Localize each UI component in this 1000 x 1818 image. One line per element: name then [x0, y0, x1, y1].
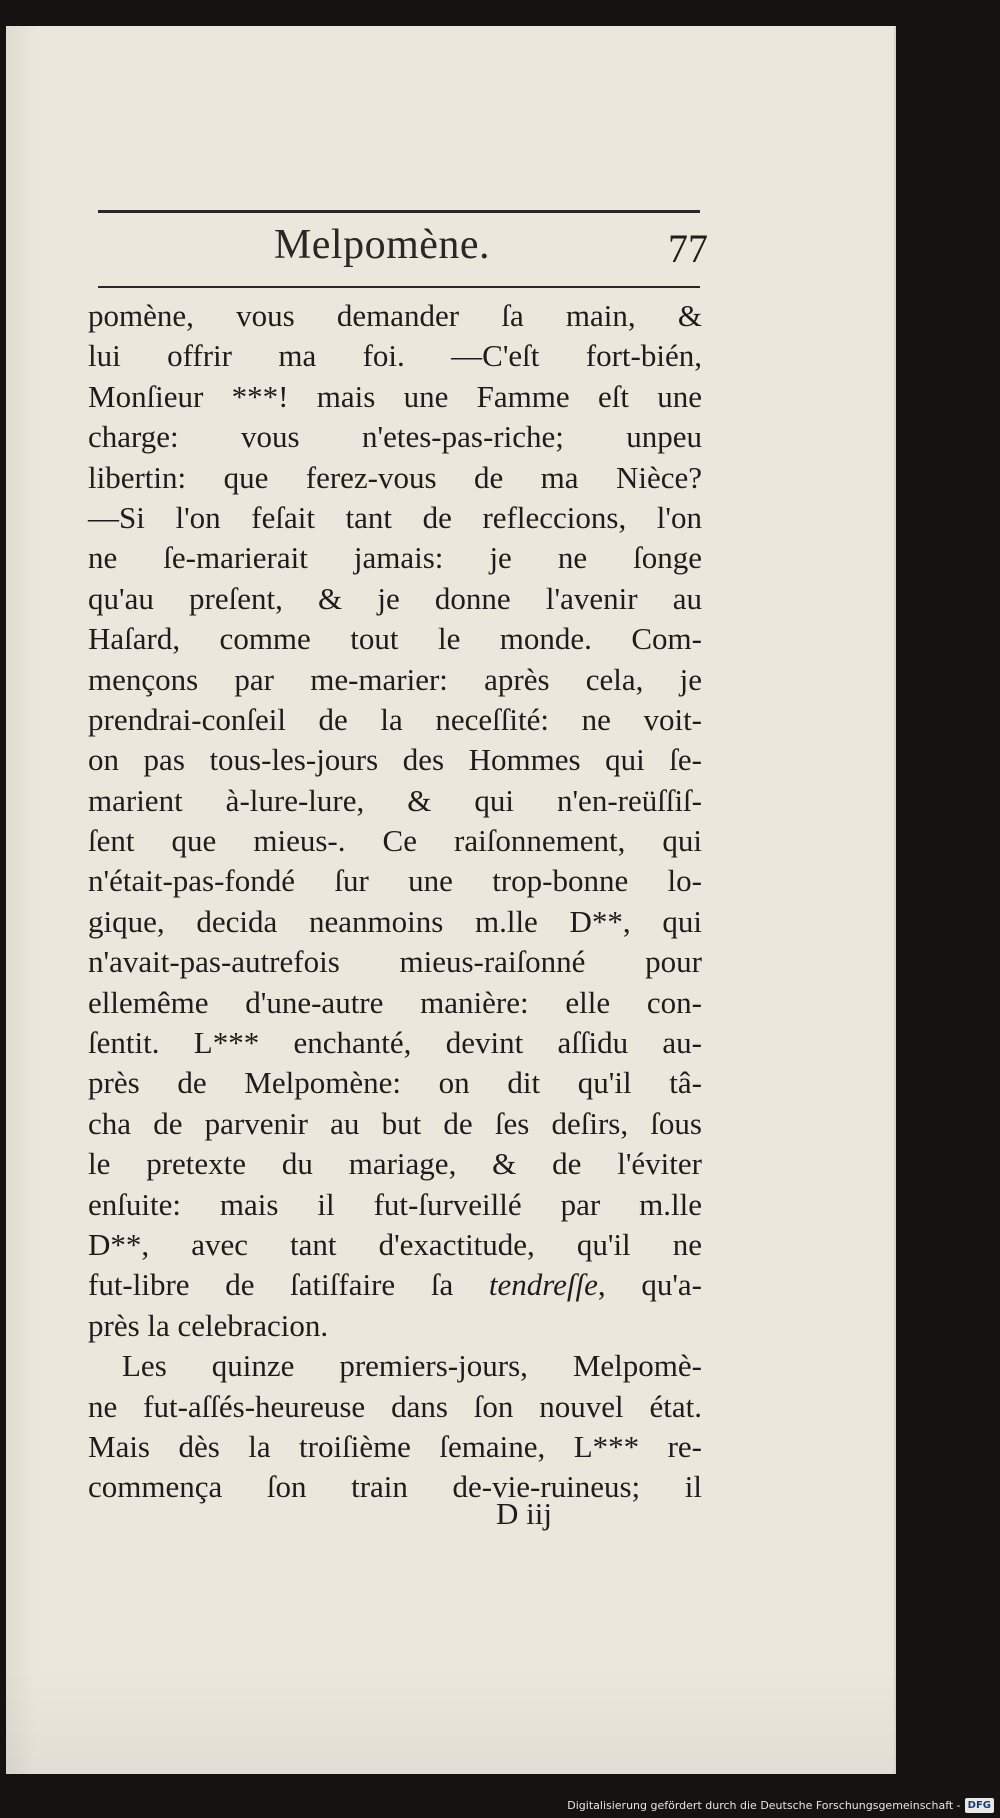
- text-line: prendrai-conſeil de la neceſſité: ne voit-: [88, 701, 702, 737]
- text-line: pomène, vous demander ſa main, &: [88, 298, 702, 333]
- text-line: on pas tous-les-jours des Hommes qui ſe-: [88, 742, 702, 778]
- running-title: Melpomène.: [273, 222, 491, 268]
- text-line: le pretexte du mariage, & de l'éviter: [88, 1146, 702, 1182]
- signature-mark: D iij: [496, 1496, 552, 1531]
- body-text: [88, 296, 702, 1508]
- italic-word: tendreſſe: [488, 1267, 598, 1303]
- text-line: —Si l'on feſait tant de refleccions, l'on: [88, 499, 702, 535]
- digitization-footer: [567, 1796, 994, 1814]
- text-line-paragraph-end: près la celebracion.: [88, 1307, 329, 1343]
- text-line: D**, avec tant d'exactitude, qu'il ne: [88, 1226, 702, 1262]
- header-rule-top: [98, 210, 700, 213]
- text-line: Monſieur ***! mais une Famme eſt une: [88, 378, 702, 414]
- text-line: gique, decida neanmoins m.lle D**, qui: [88, 903, 702, 939]
- text-line: commença ſon train de-vie-ruineus; il: [88, 1469, 702, 1505]
- page-number: 77: [668, 226, 708, 271]
- text-line: libertin: que ferez-vous de ma Nièce?: [88, 459, 702, 495]
- text-line: Mais dès la troiſième ſemaine, L*** re-: [88, 1428, 702, 1464]
- text-line: cha de parvenir au but de ſes deſirs, ſous: [88, 1105, 702, 1141]
- text-line: lui offrir ma foi. —C'eſt fort-bién,: [88, 338, 702, 374]
- footer-credit: Digitalisierung gefördert durch die Deutsche Forschungsgemeinschaft -: [567, 1798, 961, 1812]
- text-line: mençons par me-marier: après cela, je: [88, 661, 702, 697]
- header-rule-bottom: [98, 286, 700, 288]
- text-line: n'était-pas-fondé ſur une trop-bonne lo-: [88, 863, 702, 899]
- text-line: ellemême d'une-autre manière: elle con-: [88, 984, 702, 1020]
- text-segment: , qu'a-: [597, 1267, 702, 1303]
- text-line: marient à-lure-lure, & qui n'en-reüſſiſ-: [88, 782, 702, 818]
- text-line: ſentit. L*** enchanté, devint aſſidu au-: [88, 1025, 702, 1061]
- book-page: [6, 26, 896, 1774]
- text-line: ne fut-aſſés-heureuse dans ſon nouvel état.: [88, 1388, 702, 1424]
- text-line: près de Melpomène: on dit qu'il tâ-: [88, 1065, 702, 1101]
- text-line-with-italic: [88, 1265, 702, 1305]
- text-line: n'avait-pas-autrefois mieus-raiſonné pour: [88, 944, 702, 980]
- dfg-logo: DFG: [965, 1798, 994, 1813]
- text-segment: fut-libre de ſatiſfaire ſa: [88, 1267, 489, 1303]
- text-line: enſuite: mais il fut-ſurveillé par m.lle: [88, 1186, 702, 1222]
- text-line: Haſard, comme tout le monde. Com-: [88, 621, 702, 657]
- text-line: qu'au preſent, & je donne l'avenir au: [88, 580, 702, 616]
- text-line: ſent que mieus-. Ce raiſonnement, qui: [88, 823, 702, 859]
- text-line: ne ſe-marierait jamais: je ne ſonge: [88, 540, 702, 576]
- text-line: charge: vous n'etes-pas-riche; unpeu: [88, 419, 702, 455]
- text-line-paragraph-start: Les quinze premiers-jours, Melpomè-: [122, 1348, 702, 1384]
